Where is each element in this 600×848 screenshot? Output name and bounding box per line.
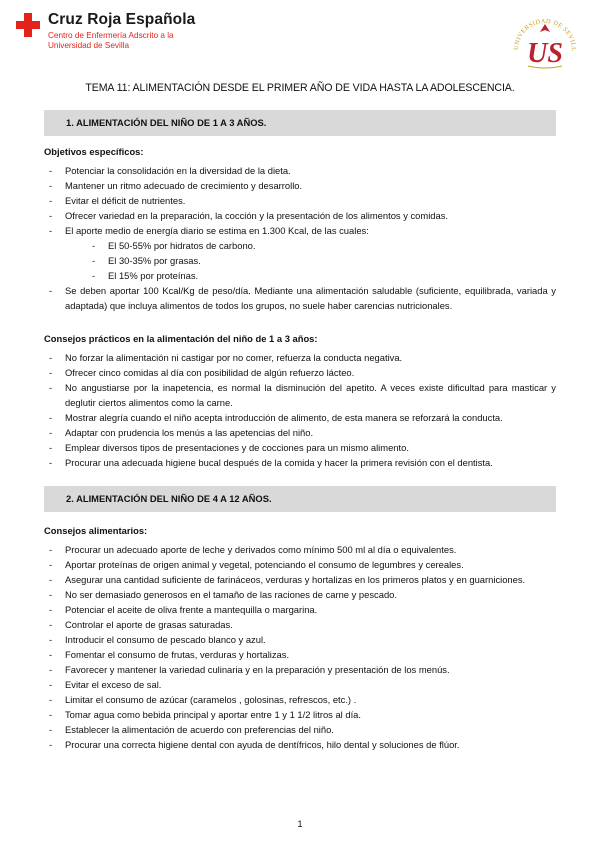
list-item: - Establecer la alimentación de acuerdo con preferencias del niño.	[49, 724, 334, 735]
objectives-list	[44, 163, 556, 313]
list-item: - No forzar la alimentación ni castigar por no comer, refuerza la conducta negativa.	[49, 352, 403, 363]
list-item: - Favorecer y mantener la variedad culinaria y en la preparación y presentación de los menús.	[49, 664, 450, 675]
list-item: - Asegurar una cantidad suficiente de farináceos, verduras y hortalizas en los primeros platos y en guarniciones.	[49, 574, 526, 585]
list-item: - Limitar el consumo de azúcar (caramelos , golosinas, refrescos, etc.) .	[49, 694, 357, 705]
list-item: - Evitar el déficit de nutrientes.	[49, 195, 186, 206]
org-subtitle-2: Universidad de Sevilla	[48, 41, 130, 50]
list-item: - Potenciar la consolidación en la diversidad de la dieta.	[49, 165, 291, 176]
org-name: Cruz Roja Española	[48, 11, 196, 28]
university-monogram: US	[527, 38, 563, 69]
list-item: - Ofrecer cinco comidas al día con posibilidad de algún refuerzo lácteo.	[49, 367, 355, 378]
list-item: - El aporte medio de energía diario se estima en 1.300 Kcal, de las cuales: - El 50-55% por hidratos de carbono. - El 30-35% por grasas. - El 15% por proteínas.	[44, 223, 556, 283]
list-item: - Emplear diversos tipos de presentaciones y de cocciones para un mismo alimento.	[49, 442, 409, 453]
list-item: - No angustiarse por la inapetencia, es normal la disminución del apetito. A veces existe dificultad para masticar y deglutir ciertos alimentos como la carne.	[49, 382, 556, 408]
section-heading-1: 1. ALIMENTACIÓN DEL NIÑO DE 1 A 3 AÑOS.	[44, 110, 556, 136]
list-item: - Controlar el aporte de grasas saturadas.	[49, 619, 233, 630]
list-item: - Procurar una correcta higiene dental con ayuda de dentífricos, hilo dental y soluciones de flúor.	[49, 739, 460, 750]
list-item: - Procurar una adecuada higiene bucal después de la comida y hacer la primera revisión con el dentista.	[49, 457, 493, 468]
list-item: - El 30-35% por grasas.	[92, 255, 201, 266]
universidad-sevilla-logo	[510, 10, 580, 72]
org-subtitle-1: Centro de Enfermería Adscrito a la	[48, 31, 174, 40]
list-item: - El 15% por proteínas.	[92, 270, 199, 281]
advice-title-1: Consejos prácticos en la alimentación del niño de 1 a 3 años:	[44, 333, 318, 344]
list-item: - Potenciar el aceite de oliva frente a mantequilla o margarina.	[49, 604, 318, 615]
list-item: - Ofrecer variedad en la preparación, la cocción y la presentación de los alimentos y comidas.	[49, 210, 449, 221]
page-number: 1	[297, 818, 303, 829]
list-item: - Se deben aportar 100 Kcal/Kg de peso/día. Mediante una alimentación saludable (suficiente, equilibrada, variada y adaptada) que incluya alimentos de todos los grupos, no suele haber carencias nutricionales.	[49, 285, 556, 311]
list-item: - Fomentar el consumo de frutas, verduras y hortalizas.	[49, 649, 290, 660]
objectives-title: Objetivos específicos:	[44, 146, 144, 157]
list-item: - Mantener un ritmo adecuado de crecimiento y desarrollo.	[49, 180, 303, 191]
page-title: TEMA 11: ALIMENTACIÓN DESDE EL PRIMER AÑO DE VIDA HASTA LA ADOLESCENCIA.	[85, 82, 515, 94]
energy-breakdown-list	[65, 238, 556, 283]
list-item: - Evitar el exceso de sal.	[49, 679, 162, 690]
university-ring-text: UNIVERSIDAD DE SEVILL	[512, 17, 578, 52]
cruz-roja-logo	[16, 12, 195, 51]
list-item: - Procurar un adecuado aporte de leche y derivados como mínimo 500 ml al día o equivalentes.	[49, 544, 457, 555]
list-item: - Introducir el consumo de pescado blanco y azul.	[49, 634, 266, 645]
list-item: - Adaptar con prudencia los menús a las apetencias del niño.	[49, 427, 314, 438]
advice-list-2	[44, 542, 556, 752]
list-item: - Aportar proteínas de origen animal y vegetal, potenciando el consumo de legumbres y cereales.	[49, 559, 464, 570]
list-item: - El 50-55% por hidratos de carbono.	[92, 240, 256, 251]
advice-list-1	[44, 350, 556, 470]
section-heading-2: 2. ALIMENTACIÓN DEL NIÑO DE 4 A 12 AÑOS.	[44, 486, 556, 512]
red-cross-icon	[16, 13, 40, 37]
list-item: - Mostrar alegría cuando el niño acepta introducción de alimento, de esta manera se reforzará la conducta.	[49, 412, 503, 423]
page-header	[0, 0, 600, 80]
list-item: - No ser demasiado generosos en el tamaño de las raciones de carne y pescado.	[49, 589, 397, 600]
advice-title-2: Consejos alimentarios:	[44, 525, 148, 536]
list-item: - Tomar agua como bebida principal y aportar entre 1 y 1 1/2 litros al día.	[49, 709, 361, 720]
